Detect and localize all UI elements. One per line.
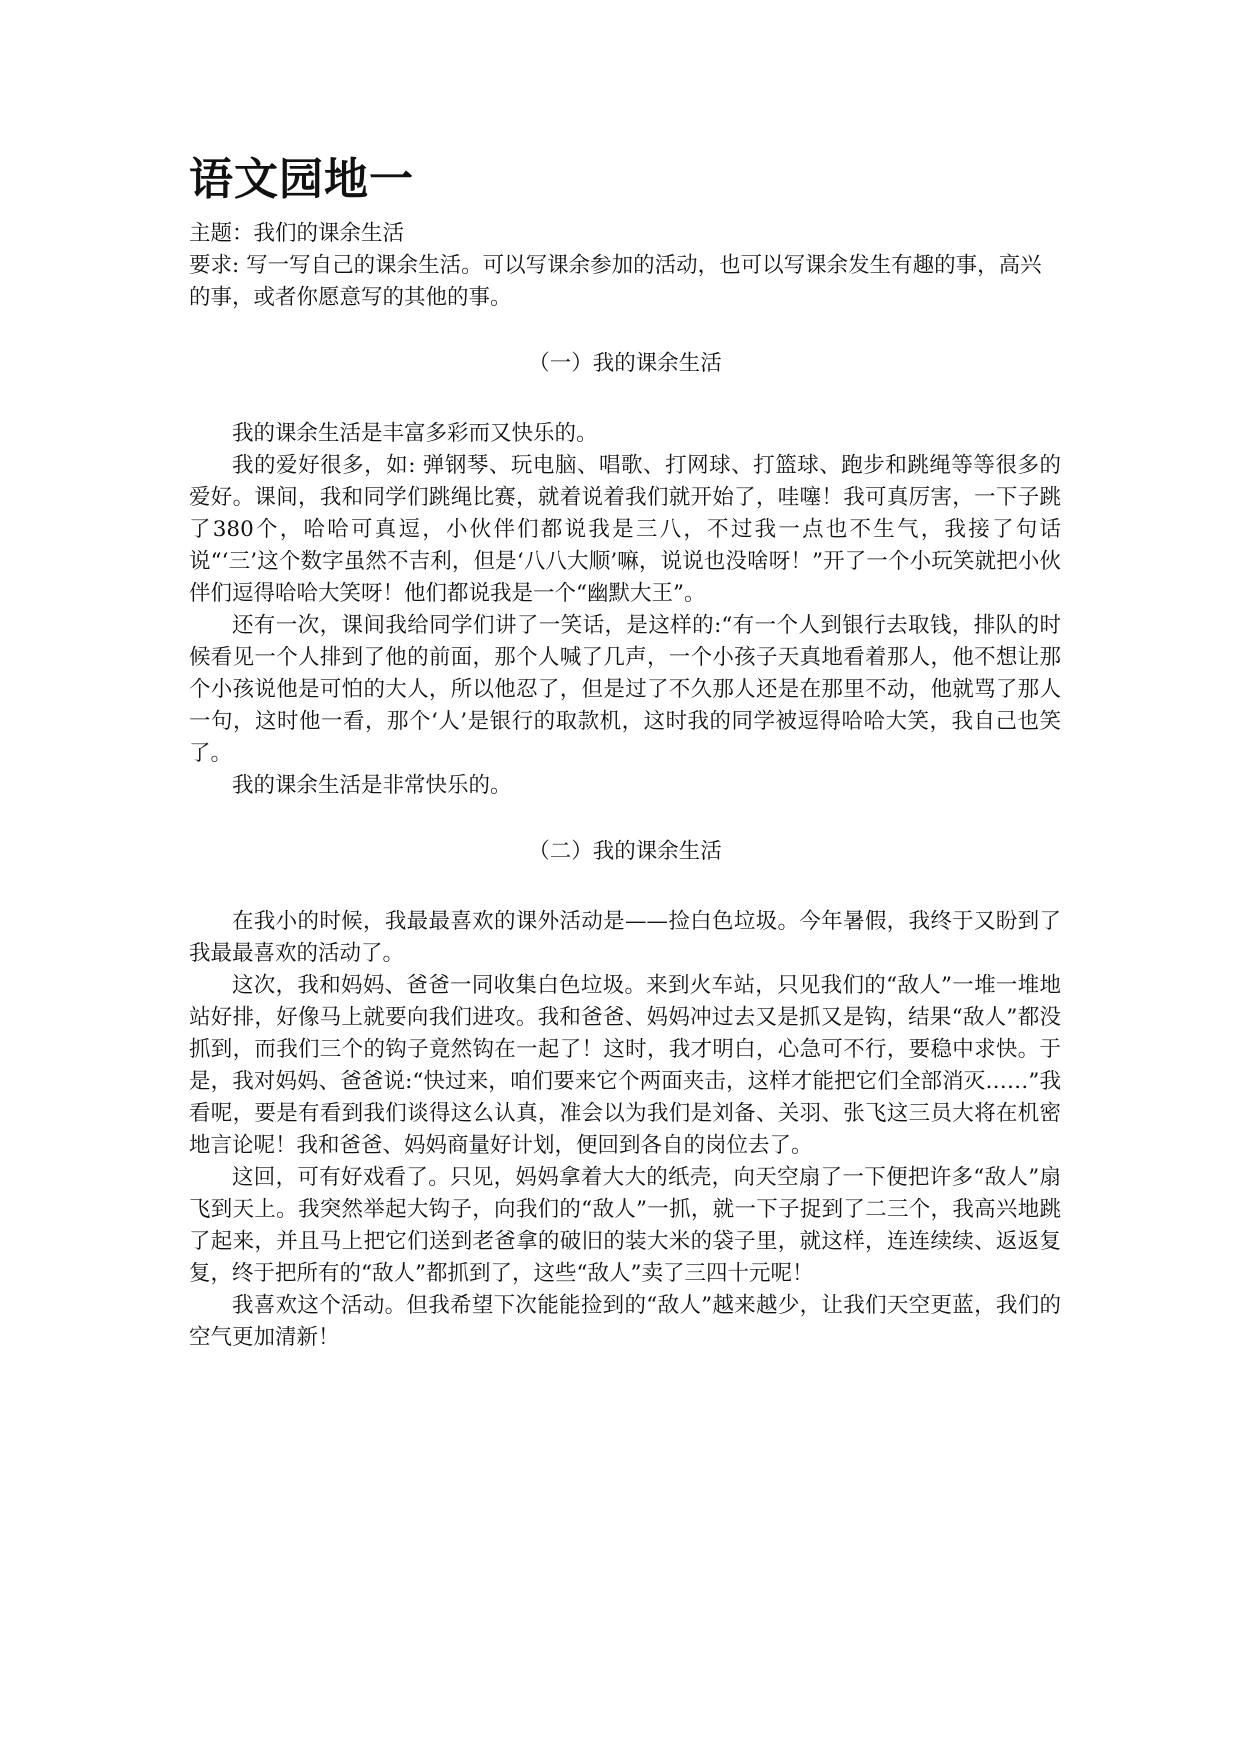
- essay-one: [189, 348, 1061, 802]
- essay-paragraph: 在我小的时候，我最最喜欢的课外活动是——捡白色垃圾。今年暑假，我终于又盼到了我最最喜欢的活动了。: [189, 909, 1061, 966]
- essay-paragraph: 我的课余生活是非常快乐的。: [232, 773, 512, 798]
- document-title: 语文园地一: [189, 154, 414, 205]
- essay-two: [189, 836, 1061, 1354]
- essay-heading: （一）我的课余生活: [528, 351, 722, 376]
- essay-paragraph: 这次，我和妈妈、爸爸一同收集白色垃圾。来到火车站，只见我们的“敌人”一堆一堆地站好排，好像马上就要向我们进攻。我和爸爸、妈妈冲过去又是抓又是钩，结果“敌人”都没抓到，而我们三个的钩子竟然钩在一起了！这时，我才明白，心急可不行，要稳中求快。于是，我对妈妈、爸爸说:“快过来，咱们要来它个两面夹击，这样才能把它们全部消灭……”我看呢，要是有看到我们谈得这么认真，准会以为我们是刘备、关羽、张飞这三员大将在机密地言论呢！我和爸爸、妈妈商量好计划，便回到各自的岗位去了。: [189, 973, 1061, 1158]
- document-page: [189, 150, 1061, 1354]
- theme-line: 主题：我们的课余生活: [189, 221, 405, 246]
- essay-paragraph: 我的爱好很多，如: 弹钢琴、玩电脑、唱歌、打网球、打篮球、跑步和跳绳等等很多的爱好。课间，我和同学们跳绳比赛，就着说着我们就开始了，哇噻！我可真厉害，一下子跳了380个，哈哈可真逗，小伙伴们都说我是三八，不过我一点也不生气，我接了句话说“‘三’这个数字虽然不吉利，但是‘八八大顺’嘛，说说也没啥呀！”开了一个小玩笑就把小伙伴们逗得哈哈大笑呀！他们都说我是一个“幽默大王”。: [189, 453, 1061, 606]
- essay-heading: （二）我的课余生活: [528, 839, 722, 864]
- requirement-line: 要求: 写一写自己的课余生活。可以写课余参加的活动，也可以写课余发生有趣的事，高兴的事，或者你愿意写的其他的事。: [189, 253, 1042, 310]
- essay-paragraph: 我喜欢这个活动。但我希望下次能能捡到的“敌人”越来越少，让我们天空更蓝，我们的空气更加清新！: [189, 1293, 1061, 1350]
- essay-paragraph: 我的课余生活是丰富多彩而又快乐的。: [232, 421, 598, 446]
- essay-paragraph: 这回，可有好戏看了。只见，妈妈拿着大大的纸壳，向天空扇了一下便把许多“敌人”扇飞到天上。我突然举起大钩子，向我们的“敌人”一抓，就一下子捉到了二三个，我高兴地跳了起来，并且马上把它们送到老爸拿的破旧的装大米的袋子里，就这样，连连续续、返返复复，终于把所有的“敌人”都抓到了，这些“敌人”卖了三四十元呢！: [189, 1165, 1061, 1286]
- essay-paragraph: 还有一次，课间我给同学们讲了一笑话，是这样的:“有一个人到银行去取钱，排队的时候看见一个人排到了他的前面，那个人喊了几声，一个小孩子天真地看着那人，他不想让那个小孩说他是可怕的大人，所以他忍了，但是过了不久那人还是在那里不动，他就骂了那人一句，这时他一看，那个‘人’是银行的取款机，这时我的同学被逗得哈哈大笑，我自己也笑了。: [189, 613, 1061, 766]
